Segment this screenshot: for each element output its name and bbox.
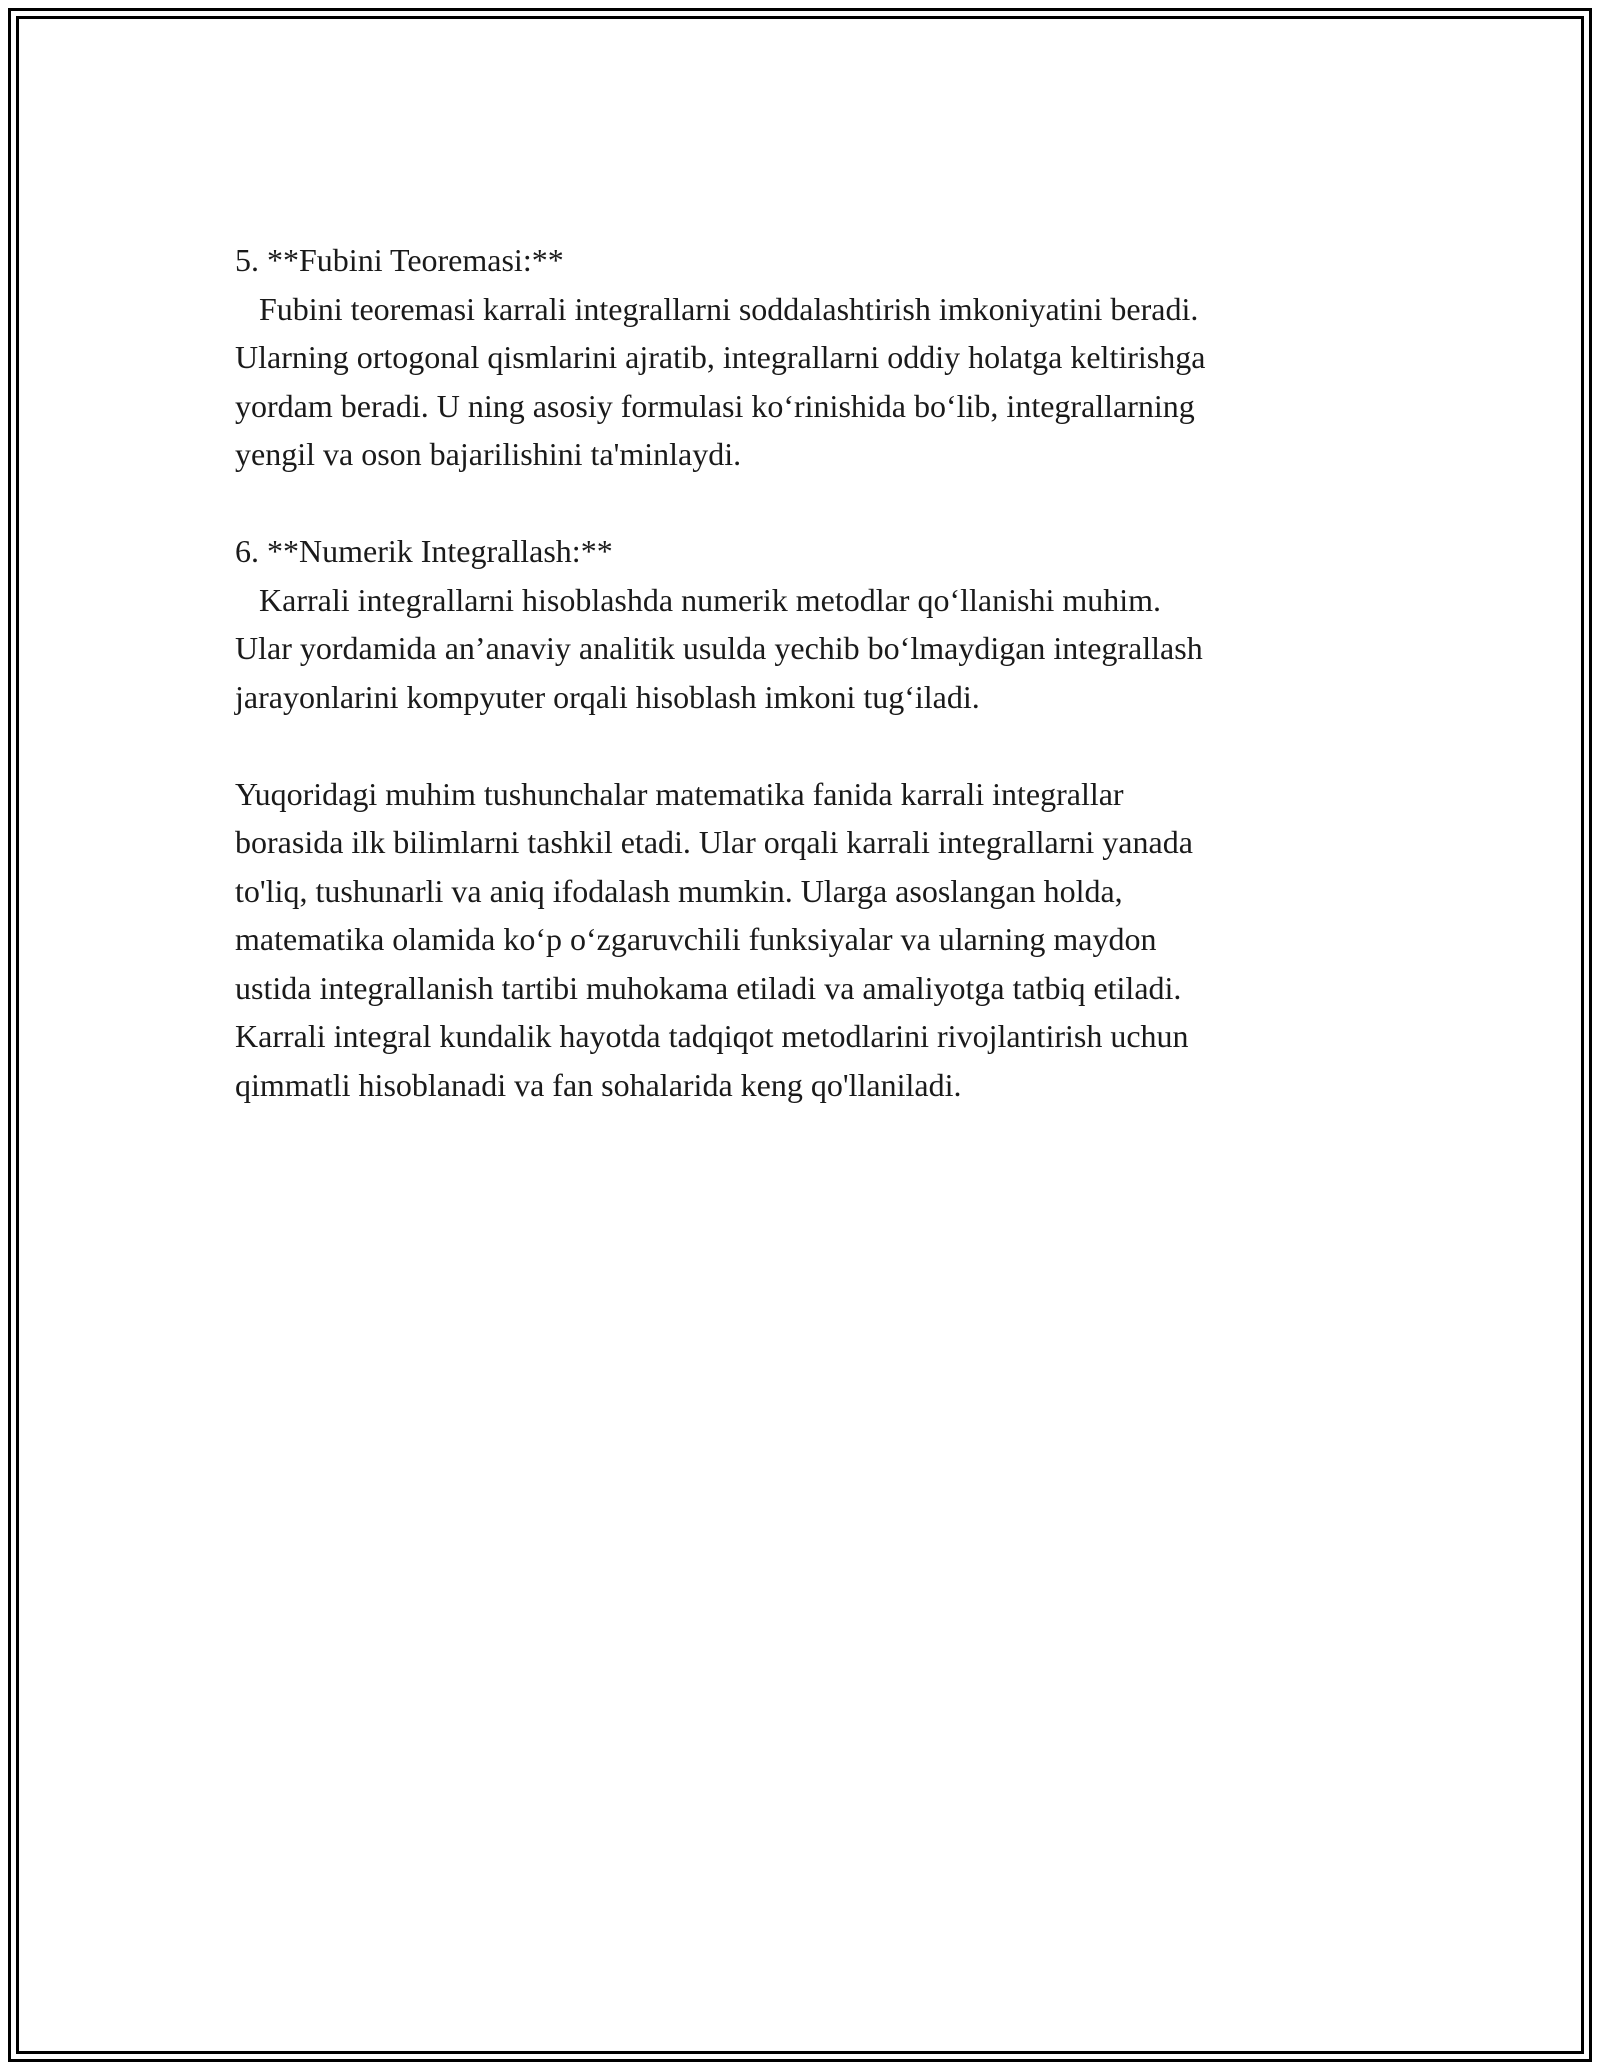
document-body: [235, 236, 1365, 1109]
paragraph-line: Ular yordamida an’anaviy analitik usulda yechib boʻlmaydigan integrallash: [235, 630, 1203, 666]
conclusion-paragraph: [235, 770, 1365, 1110]
paragraph-line: Karrali integral kundalik hayotda tadqiqot metodlarini rivojlantirish uchun: [235, 1018, 1189, 1054]
paragraph-line: yengil va oson bajarilishini ta'minlaydi.: [235, 436, 742, 472]
paragraph-line: matematika olamida koʻp oʻzgaruvchili funksiyalar va ularning maydon: [235, 921, 1157, 957]
paragraph-line: Karrali integrallarni hisoblashda numerik metodlar qoʻllanishi muhim.: [235, 581, 1161, 618]
paragraph-line: qimmatli hisoblanadi va fan sohalarida keng qo'llaniladi.: [235, 1066, 962, 1103]
section-heading: 5. **Fubini Teoremasi:**: [235, 242, 564, 278]
paragraph-line: ustida integrallanish tartibi muhokama etiladi va amaliyotga tatbiq etiladi.: [235, 969, 1182, 1006]
paragraph-spacer: [235, 721, 1365, 770]
paragraph-line: to'liq, tushunarli va aniq ifodalash mumkin. Ularga asoslangan holda,: [235, 872, 1123, 909]
section-fubini: [235, 236, 1365, 479]
paragraph-spacer: [235, 479, 1365, 528]
paragraph-line: jarayonlarini kompyuter orqali hisoblash imkoni tugʻiladi.: [235, 678, 980, 715]
section-heading: 6. **Numerik Integrallash:**: [235, 533, 613, 569]
paragraph-line: borasida ilk bilimlarni tashkil etadi. Ular orqali karrali integrallarni yanada: [235, 824, 1193, 860]
paragraph-line: Ularning ortogonal qismlarini ajratib, integrallarni oddiy holatga keltirishga: [235, 339, 1206, 375]
paragraph-line: Yuqoridagi muhim tushunchalar matematika fanida karrali integrallar: [235, 775, 1124, 812]
paragraph-line: yordam beradi. U ning asosiy formulasi koʻrinishida boʻlib, integrallarning: [235, 387, 1195, 424]
paragraph-line: Fubini teoremasi karrali integrallarni soddalashtirish imkoniyatini beradi.: [235, 290, 1199, 327]
section-numerik: [235, 527, 1365, 721]
